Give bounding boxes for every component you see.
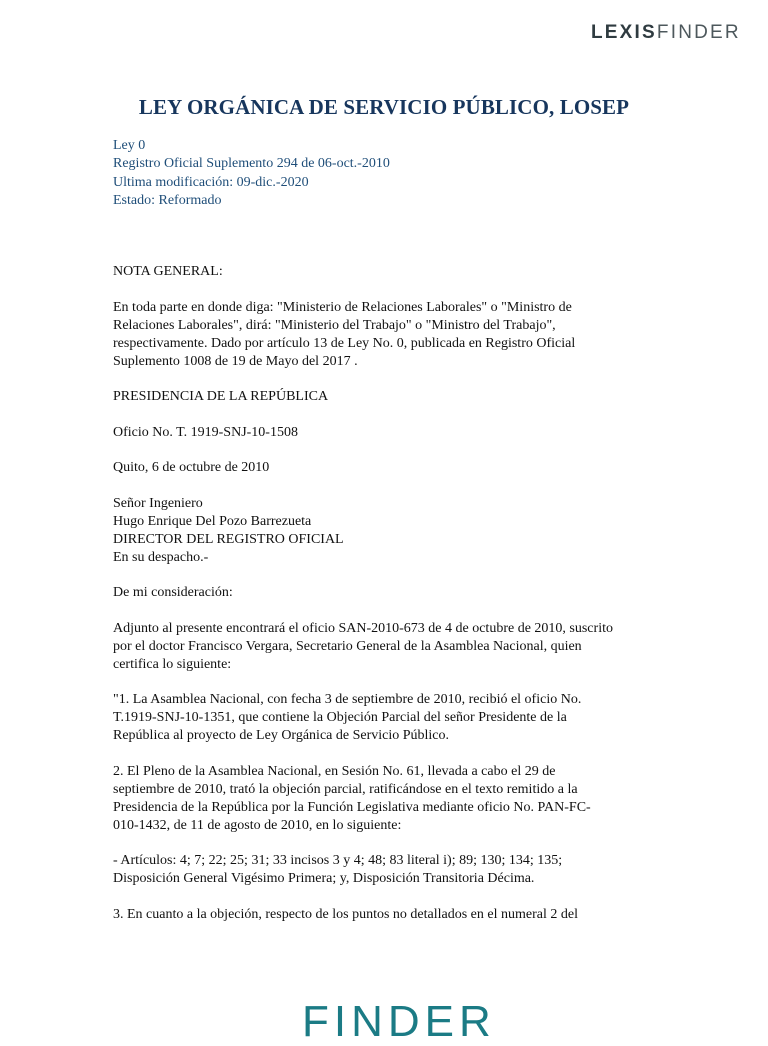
paragraph-line: En toda parte en donde diga: "Ministerio de Relaciones Laborales" o "Ministro de (113, 299, 572, 315)
paragraph-line: Hugo Enrique Del Pozo Barrezueta (113, 513, 312, 529)
lexisfinder-logo (591, 22, 741, 44)
paragraph-line: Relaciones Laborales", dirá: "Ministerio del Trabajo" o "Ministro del Trabajo", (113, 317, 556, 333)
document-title: LEY ORGÁNICA DE SERVICIO PÚBLICO, LOSEP (138, 95, 630, 119)
paragraph-line: 3. En cuanto a la objeción, respecto de los puntos no detallados en el numeral 2 del (113, 906, 578, 922)
paragraph-line: En su despacho.- (113, 549, 209, 565)
paragraph-line: Suplemento 1008 de 19 de Mayo del 2017 . (113, 353, 358, 369)
body-paragraph (113, 459, 658, 477)
paragraph-line: septiembre de 2010, trató la objeción parcial, ratificándose en el texto remitido a la (113, 781, 578, 797)
body-paragraph (113, 299, 658, 371)
footer-finder-logo: FINDER (302, 997, 496, 1046)
paragraph-line: "1. La Asamblea Nacional, con fecha 3 de septiembre de 2010, recibió el oficio No. (113, 692, 582, 707)
paragraph-line: Oficio No. T. 1919-SNJ-10-1508 (113, 424, 298, 440)
body-paragraph (113, 584, 658, 602)
body-paragraph (113, 763, 658, 835)
meta-ultima-modificacion: Ultima modificación: 09-dic.-2020 (113, 174, 309, 190)
paragraph-line: Disposición General Vigésimo Primera; y, Disposición Transitoria Décima. (113, 871, 535, 886)
body-paragraph (113, 263, 658, 281)
paragraph-line: 2. El Pleno de la Asamblea Nacional, en Sesión No. 61, llevada a cabo el 29 de (113, 763, 556, 779)
paragraph-line: Señor Ingeniero (113, 495, 203, 511)
meta-ley: Ley 0 (113, 138, 146, 153)
paragraph-line: Adjunto al presente encontrará el oficio SAN-2010-673 de 4 de octubre de 2010, suscrito (113, 620, 613, 636)
body-paragraph (113, 388, 658, 406)
meta-registro-oficial: Registro Oficial Suplemento 294 de 06-oct.-2010 (113, 156, 390, 172)
paragraph-line: NOTA GENERAL: (113, 264, 223, 279)
paragraph-line: - Artículos: 4; 7; 22; 25; 31; 33 incisos 3 y 4; 48; 83 literal i); 89; 130; 134; 135; (113, 853, 563, 868)
paragraph-line: De mi consideración: (113, 585, 233, 600)
paragraph-line: PRESIDENCIA DE LA REPÚBLICA (113, 389, 329, 404)
paragraph-line: República al proyecto de Ley Orgánica de Servicio Público. (113, 728, 450, 743)
logo-lexis-text: LEXIS (591, 22, 657, 43)
paragraph-line: 010-1432, de 11 de agosto de 2010, en lo siguiente: (113, 817, 402, 833)
paragraph-line: Presidencia de la República por la Función Legislativa mediante oficio No. PAN-FC- (113, 799, 591, 815)
document-metadata (113, 137, 390, 210)
paragraph-line: Quito, 6 de octubre de 2010 (113, 460, 270, 475)
body-paragraph (113, 424, 658, 442)
paragraph-line: por el doctor Francisco Vergara, Secretario General de la Asamblea Nacional, quien (113, 638, 582, 654)
body-paragraph (113, 852, 658, 888)
body-paragraph (113, 691, 658, 745)
logo-finder-text: FINDER (656, 22, 741, 43)
document-body (113, 263, 658, 941)
paragraph-line: certifica lo siguiente: (113, 656, 232, 672)
paragraph-line: T.1919-SNJ-10-1351, que contiene la Objeción Parcial del señor Presidente de la (113, 710, 567, 725)
body-paragraph (113, 906, 658, 924)
body-paragraph (113, 495, 658, 567)
meta-estado: Estado: Reformado (113, 192, 222, 208)
paragraph-line: respectivamente. Dado por artículo 13 de Ley No. 0, publicada en Registro Oficial (113, 335, 576, 351)
body-paragraph (113, 620, 658, 674)
paragraph-line: DIRECTOR DEL REGISTRO OFICIAL (113, 531, 344, 547)
